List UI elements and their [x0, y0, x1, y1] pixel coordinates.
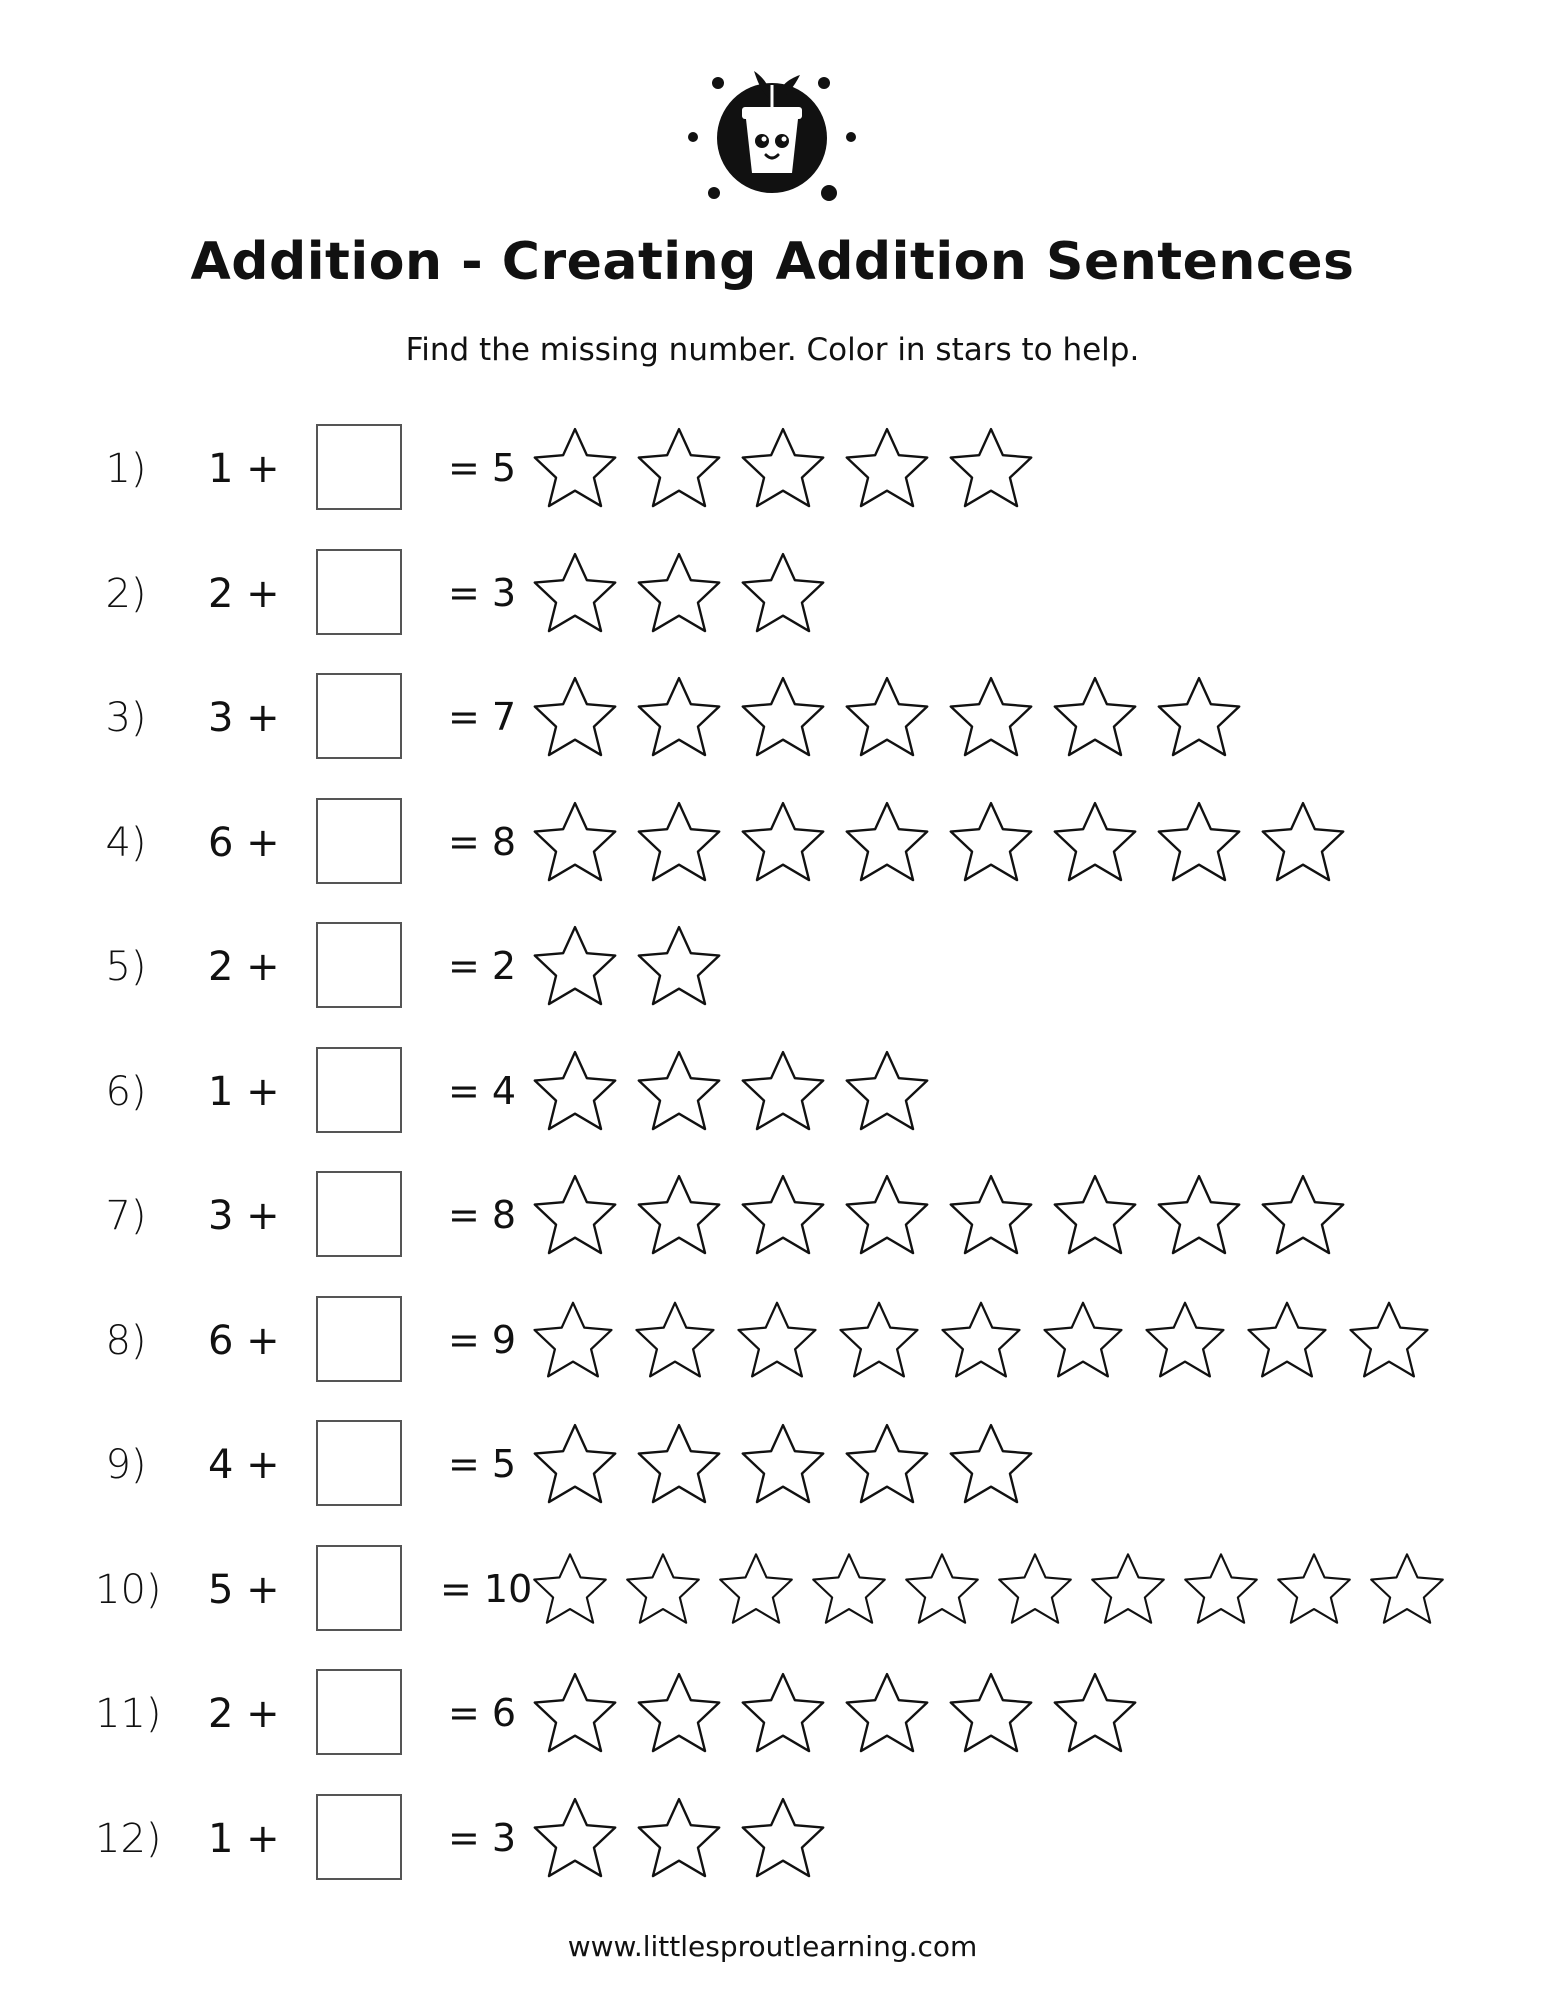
star-icon[interactable] — [1050, 1667, 1140, 1757]
star-icon[interactable] — [634, 1667, 724, 1757]
star-icon[interactable] — [634, 671, 724, 761]
problem-row — [0, 1667, 1545, 1757]
star-icon[interactable] — [738, 1169, 828, 1259]
problem-row — [0, 547, 1545, 637]
star-icon[interactable] — [738, 1792, 828, 1882]
star-row — [530, 1792, 1530, 1882]
star-icon[interactable] — [634, 1045, 724, 1135]
problem-result: = 4 — [448, 1068, 517, 1113]
problem-number: 6) — [105, 1068, 147, 1115]
star-icon[interactable] — [634, 547, 724, 637]
star-icon[interactable] — [634, 1418, 724, 1508]
sprout-pot-logo-icon — [686, 55, 858, 205]
star-icon[interactable] — [530, 1792, 620, 1882]
star-icon[interactable] — [842, 422, 932, 512]
answer-box[interactable] — [316, 798, 402, 884]
problem-addend: 2 + — [208, 1691, 280, 1737]
problem-row — [0, 1792, 1545, 1882]
star-icon[interactable] — [836, 1296, 922, 1382]
problem-number: 4) — [105, 819, 147, 866]
star-icon[interactable] — [530, 1296, 616, 1382]
star-icon[interactable] — [946, 1667, 1036, 1757]
problem-row — [0, 1294, 1545, 1384]
star-icon[interactable] — [530, 920, 620, 1010]
star-icon[interactable] — [738, 1667, 828, 1757]
star-icon[interactable] — [530, 1169, 620, 1259]
star-icon[interactable] — [738, 796, 828, 886]
problem-row — [0, 671, 1545, 761]
footer-url: www.littlesproutlearning.com — [567, 1930, 978, 1963]
star-icon[interactable] — [842, 671, 932, 761]
star-icon[interactable] — [1258, 796, 1348, 886]
answer-box[interactable] — [316, 1171, 402, 1257]
problem-result: = 9 — [448, 1317, 517, 1362]
star-icon[interactable] — [842, 1045, 932, 1135]
problem-number: 10) — [95, 1566, 162, 1613]
problem-number: 7) — [105, 1193, 147, 1239]
star-icon[interactable] — [530, 1045, 620, 1135]
star-icon[interactable] — [530, 1548, 610, 1628]
problem-addend: 3 + — [208, 695, 280, 741]
problem-addend: 2 + — [208, 570, 280, 617]
star-row — [530, 671, 1530, 761]
star-icon[interactable] — [1050, 671, 1140, 761]
problem-number: 2) — [105, 570, 147, 617]
problem-addend: 3 + — [208, 1193, 280, 1239]
problem-number: 11) — [95, 1691, 162, 1737]
star-icon[interactable] — [634, 1169, 724, 1259]
answer-box[interactable] — [316, 1296, 402, 1382]
problem-number: 5) — [105, 944, 147, 990]
problem-row — [0, 920, 1545, 1010]
star-icon[interactable] — [809, 1548, 889, 1628]
star-icon[interactable] — [946, 1169, 1036, 1259]
answer-box[interactable] — [316, 1669, 402, 1755]
star-icon[interactable] — [1050, 796, 1140, 886]
star-icon[interactable] — [1181, 1548, 1261, 1628]
star-icon[interactable] — [946, 671, 1036, 761]
problem-result: = 5 — [448, 446, 517, 490]
problem-addend: 5 + — [208, 1566, 280, 1613]
star-row — [530, 1418, 1530, 1508]
star-row — [530, 1543, 1530, 1633]
problem-result: = 7 — [448, 695, 517, 739]
star-icon[interactable] — [530, 1667, 620, 1757]
problem-number: 3) — [105, 695, 147, 741]
star-icon[interactable] — [738, 1418, 828, 1508]
problem-number: 9) — [105, 1442, 147, 1488]
instructions-text: Find the missing number. Color in stars to help. — [405, 332, 1140, 368]
star-icon[interactable] — [842, 796, 932, 886]
problem-result: = 8 — [448, 1193, 517, 1237]
star-icon[interactable] — [738, 422, 828, 512]
problem-result: = 3 — [448, 1815, 517, 1860]
star-icon[interactable] — [842, 1667, 932, 1757]
star-icon[interactable] — [530, 1418, 620, 1508]
star-row — [530, 1169, 1530, 1259]
problem-row — [0, 796, 1545, 886]
problem-result: = 5 — [448, 1442, 517, 1486]
star-icon[interactable] — [1040, 1296, 1126, 1382]
star-icon[interactable] — [530, 422, 620, 512]
problem-row — [0, 422, 1545, 512]
problem-row — [0, 1543, 1545, 1633]
star-icon[interactable] — [946, 1418, 1036, 1508]
star-icon[interactable] — [1050, 1169, 1140, 1259]
star-icon[interactable] — [1274, 1548, 1354, 1628]
problem-result: = 2 — [448, 944, 517, 988]
problem-result: = 3 — [448, 570, 517, 615]
problem-row — [0, 1418, 1545, 1508]
worksheet-title: Addition - Creating Addition Sentences — [190, 232, 1355, 292]
star-icon[interactable] — [1088, 1548, 1168, 1628]
star-icon[interactable] — [530, 796, 620, 886]
star-icon[interactable] — [634, 796, 724, 886]
problem-addend: 1 + — [208, 446, 280, 492]
answer-box[interactable] — [316, 1047, 402, 1133]
problem-addend: 1 + — [208, 1815, 280, 1862]
star-icon[interactable] — [1346, 1296, 1432, 1382]
answer-box[interactable] — [316, 549, 402, 635]
star-icon[interactable] — [634, 920, 724, 1010]
star-icon[interactable] — [1154, 671, 1244, 761]
problem-result: = 6 — [448, 1691, 517, 1735]
star-icon[interactable] — [632, 1296, 718, 1382]
star-icon[interactable] — [716, 1548, 796, 1628]
problem-addend: 2 + — [208, 944, 280, 990]
star-icon[interactable] — [1258, 1169, 1348, 1259]
star-row — [530, 1294, 1530, 1384]
star-icon[interactable] — [738, 1045, 828, 1135]
star-icon[interactable] — [530, 547, 620, 637]
problem-number: 1) — [105, 446, 147, 492]
problem-addend: 6 + — [208, 819, 280, 866]
star-icon[interactable] — [946, 796, 1036, 886]
star-icon[interactable] — [1154, 1169, 1244, 1259]
star-icon[interactable] — [1244, 1296, 1330, 1382]
problem-addend: 1 + — [208, 1068, 280, 1115]
problem-row — [0, 1169, 1545, 1259]
problem-addend: 6 + — [208, 1317, 280, 1364]
star-row — [530, 547, 1530, 637]
answer-box[interactable] — [316, 673, 402, 759]
problem-result: = 8 — [448, 819, 517, 864]
star-icon[interactable] — [1154, 796, 1244, 886]
star-icon[interactable] — [902, 1548, 982, 1628]
star-icon[interactable] — [634, 422, 724, 512]
star-icon[interactable] — [946, 422, 1036, 512]
problem-result: = 10 — [440, 1566, 533, 1611]
star-icon[interactable] — [1142, 1296, 1228, 1382]
problem-number: 12) — [95, 1815, 162, 1862]
star-icon[interactable] — [738, 671, 828, 761]
star-icon[interactable] — [634, 1792, 724, 1882]
star-icon[interactable] — [623, 1548, 703, 1628]
star-icon[interactable] — [842, 1418, 932, 1508]
star-row — [530, 1045, 1530, 1135]
star-icon[interactable] — [530, 671, 620, 761]
star-icon[interactable] — [734, 1296, 820, 1382]
answer-box[interactable] — [316, 1420, 402, 1506]
star-row — [530, 422, 1530, 512]
star-row — [530, 1667, 1530, 1757]
answer-box[interactable] — [316, 424, 402, 510]
star-icon[interactable] — [738, 547, 828, 637]
answer-box[interactable] — [316, 922, 402, 1008]
problem-row — [0, 1045, 1545, 1135]
answer-box[interactable] — [316, 1794, 402, 1880]
star-icon[interactable] — [842, 1169, 932, 1259]
star-icon[interactable] — [938, 1296, 1024, 1382]
answer-box[interactable] — [316, 1545, 402, 1631]
problem-number: 8) — [105, 1317, 147, 1364]
star-row — [530, 920, 1530, 1010]
star-row — [530, 796, 1530, 886]
star-icon[interactable] — [995, 1548, 1075, 1628]
problem-addend: 4 + — [208, 1442, 280, 1488]
star-icon[interactable] — [1367, 1548, 1447, 1628]
